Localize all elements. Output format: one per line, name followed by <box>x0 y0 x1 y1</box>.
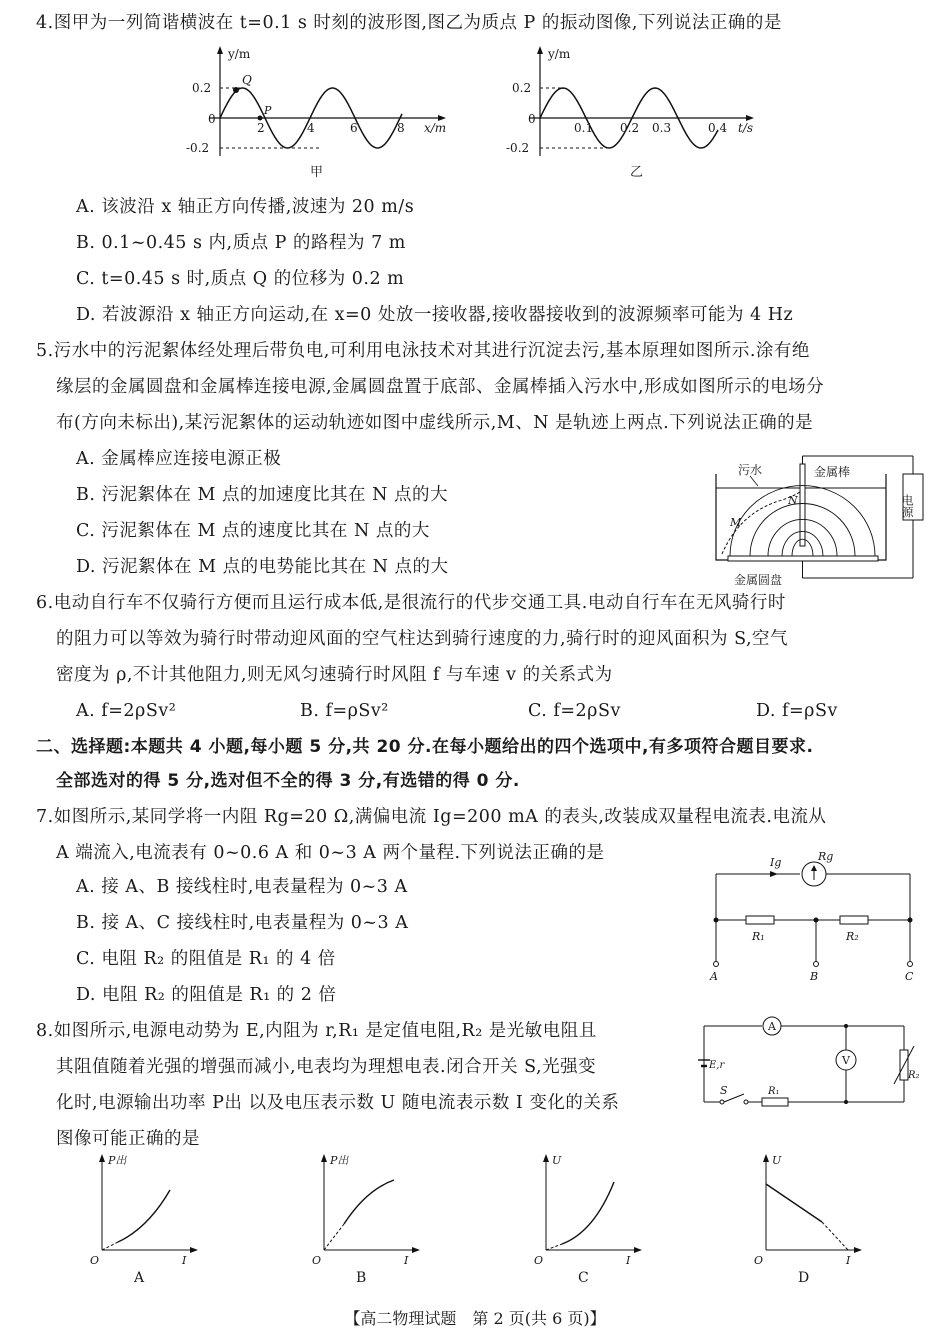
point-p <box>258 116 263 121</box>
q5-option-a: A. 金属棒应连接电源正极 <box>76 449 282 469</box>
source-label: E,r <box>709 1060 725 1071</box>
q7-ammeter-circuit <box>700 848 930 983</box>
terminal-b: B <box>810 970 819 983</box>
q8-stem-line3: 化时,电源输出功率 P出 以及电压表示数 U 随电流表示数 I 变化的关系 <box>56 1093 620 1113</box>
q5-option-c: C. 污泥絮体在 M 点的速度比其在 N 点的大 <box>76 521 430 541</box>
q4-option-d: D. 若波源沿 x 轴正方向运动,在 x=0 处放一接收器,接收器接收到的波源频率可能为 4 Hz <box>76 305 794 325</box>
switch-label: S <box>720 1084 728 1097</box>
tick-0.3: 0.3 <box>652 121 672 135</box>
q4-option-c: C. t=0.45 s 时,质点 Q 的位移为 0.2 m <box>76 269 405 289</box>
q4-option-a: A. 该波沿 x 轴正方向传播,波速为 20 m/s <box>76 197 415 217</box>
r1-label: R₁ <box>752 930 765 943</box>
caption: A <box>134 1270 145 1286</box>
tick-0.2: 0.2 <box>620 121 640 135</box>
xlabel: t/s <box>738 121 754 135</box>
y-pos-label: 0.2 <box>512 81 532 95</box>
q8-graph-a <box>88 1150 208 1290</box>
water-label: 污水 <box>738 463 763 477</box>
rg-label: Rg <box>818 850 834 863</box>
q8-stem-line4: 图像可能正确的是 <box>56 1129 200 1149</box>
terminal-a: A <box>710 970 718 983</box>
ig-label: Ig <box>770 856 782 869</box>
caption: B <box>356 1270 367 1286</box>
caption: D <box>798 1270 810 1286</box>
q4-stem: 4.图甲为一列简谐横波在 t=0.1 s 时刻的波形图,图乙为质点 P 的振动图像,下列说法正确的是 <box>36 13 782 33</box>
q8-stem-line2: 其阻值随着光强的增强而减小,电表均为理想电表.闭合开关 S,光强变 <box>56 1057 597 1077</box>
n-label: N <box>788 494 798 507</box>
section-2-heading: 二、选择题:本题共 4 小题,每小题 5 分,共 20 分.在每小题给出的四个选项中,有多项符合题目要求. <box>36 737 814 757</box>
y-zero-label: 0 <box>208 112 216 126</box>
voltmeter-label: V <box>842 1054 850 1067</box>
ylabel: U <box>552 1154 562 1167</box>
q6-option-d: D. f=ρSv <box>756 701 838 721</box>
xlabel: I <box>182 1254 187 1267</box>
terminal-c: C <box>905 970 914 983</box>
tick-4: 4 <box>307 121 315 135</box>
r2-label: R₂ <box>846 930 859 943</box>
page-footer: 【高二物理试题 第 2 页(共 6 页)】 <box>344 1309 606 1328</box>
tick-0.4: 0.4 <box>708 121 728 135</box>
caption: 甲 <box>310 165 324 180</box>
caption: 乙 <box>630 165 644 180</box>
xlabel: I <box>626 1254 631 1267</box>
q8-stem-line1: 8.如图所示,电源电动势为 E,内阻为 r,R₁ 是定值电阻,R₂ 是光敏电阻且 <box>36 1021 597 1041</box>
source-label: 电源 <box>900 494 914 518</box>
y-neg-label: -0.2 <box>506 141 530 155</box>
q5-stem-line3: 布(方向未标出),某污泥絮体的运动轨迹如图中虚线所示,M、N 是轨迹上两点.下列说法正确的是 <box>56 413 814 433</box>
xlabel: I <box>846 1254 851 1267</box>
q6-stem-line2: 的阻力可以等效为骑行时带动迎风面的空气柱达到骑行速度的力,骑行时的迎风面积为 S,空气 <box>56 629 789 649</box>
origin: O <box>312 1254 322 1267</box>
q7-stem-line2: A 端流入,电流表有 0~0.6 A 和 0~3 A 两个量程.下列说法正确的是 <box>56 843 605 863</box>
q7-option-c: C. 电阻 R₂ 的阻值是 R₁ 的 4 倍 <box>76 949 336 969</box>
q7-option-a: A. 接 A、B 接线柱时,电表量程为 0~3 A <box>76 877 408 897</box>
q8-graph-b <box>310 1150 430 1290</box>
q5-stem-line1: 5.污水中的污泥絮体经处理后带负电,可利用电泳技术对其进行沉淀去污,基本原理如图所示.涂有绝 <box>36 341 810 361</box>
ylabel: P出 <box>108 1154 127 1167</box>
origin: O <box>534 1254 544 1267</box>
p-label: P <box>264 104 272 117</box>
q5-stem-line2: 缘层的金属圆盘和金属棒连接电源,金属圆盘置于底部、金属棒插入污水中,形成如图所示的电场分 <box>56 377 825 397</box>
origin: O <box>754 1254 764 1267</box>
q5-option-b: B. 污泥絮体在 M 点的加速度比其在 N 点的大 <box>76 485 448 505</box>
q7-stem-line1: 7.如图所示,某同学将一内阻 Rg=20 Ω,满偏电流 Ig=200 mA 的表头,改装成双量程电流表.电流从 <box>36 807 827 827</box>
r2-label: R₂ <box>908 1070 920 1081</box>
ylabel: U <box>772 1154 782 1167</box>
q4-vibration-graph <box>500 44 780 184</box>
tick-6: 6 <box>350 121 358 135</box>
point-q <box>233 87 239 93</box>
tick-0.1: 0.1 <box>574 121 594 135</box>
q4-wave-graph <box>180 44 460 184</box>
rod-label: 金属棒 <box>814 465 851 479</box>
q8-photoresistor-circuit <box>694 1014 930 1114</box>
caption: C <box>578 1270 589 1286</box>
q-label: Q <box>242 73 252 87</box>
q7-option-d: D. 电阻 R₂ 的阻值是 R₁ 的 2 倍 <box>76 985 337 1005</box>
q7-option-b: B. 接 A、C 接线柱时,电表量程为 0~3 A <box>76 913 409 933</box>
xlabel: x/m <box>424 121 447 135</box>
q6-stem-line3: 密度为 ρ,不计其他阻力,则无风匀速骑行时风阻 f 与车速 v 的关系式为 <box>56 665 613 685</box>
section-2-rules: 全部选对的得 5 分,选对但不全的得 3 分,有选错的得 0 分. <box>56 771 520 791</box>
q5-option-d: D. 污泥絮体在 M 点的电势能比其在 N 点的大 <box>76 557 449 577</box>
m-label: M <box>730 516 742 529</box>
xlabel: I <box>404 1254 409 1267</box>
r1-label: R₁ <box>768 1086 780 1097</box>
ylabel: P出 <box>330 1154 349 1167</box>
q6-option-b: B. f=ρSv² <box>300 701 389 721</box>
tick-2: 2 <box>257 121 265 135</box>
q8-graph-d <box>752 1150 872 1290</box>
y-zero-label: 0 <box>528 112 536 126</box>
q6-stem-line1: 6.电动自行车不仅骑行方便而且运行成本低,是很流行的代步交通工具.电动自行车在无风骑行时 <box>36 593 786 613</box>
q4-option-b: B. 0.1~0.45 s 内,质点 P 的路程为 7 m <box>76 233 406 253</box>
ylabel: y/m <box>228 47 251 61</box>
disk-label: 金属圆盘 <box>734 573 783 587</box>
q6-option-a: A. f=2ρSv² <box>76 701 177 721</box>
y-pos-label: 0.2 <box>192 81 212 95</box>
origin: O <box>90 1254 100 1267</box>
ammeter-label: A <box>768 1020 776 1033</box>
q8-graph-c <box>532 1150 652 1290</box>
ylabel: y/m <box>548 47 571 61</box>
q5-electrophoresis-diagram <box>710 452 935 587</box>
tick-8: 8 <box>397 121 405 135</box>
q6-option-c: C. f=2ρSv <box>528 701 621 721</box>
y-neg-label: -0.2 <box>186 141 210 155</box>
